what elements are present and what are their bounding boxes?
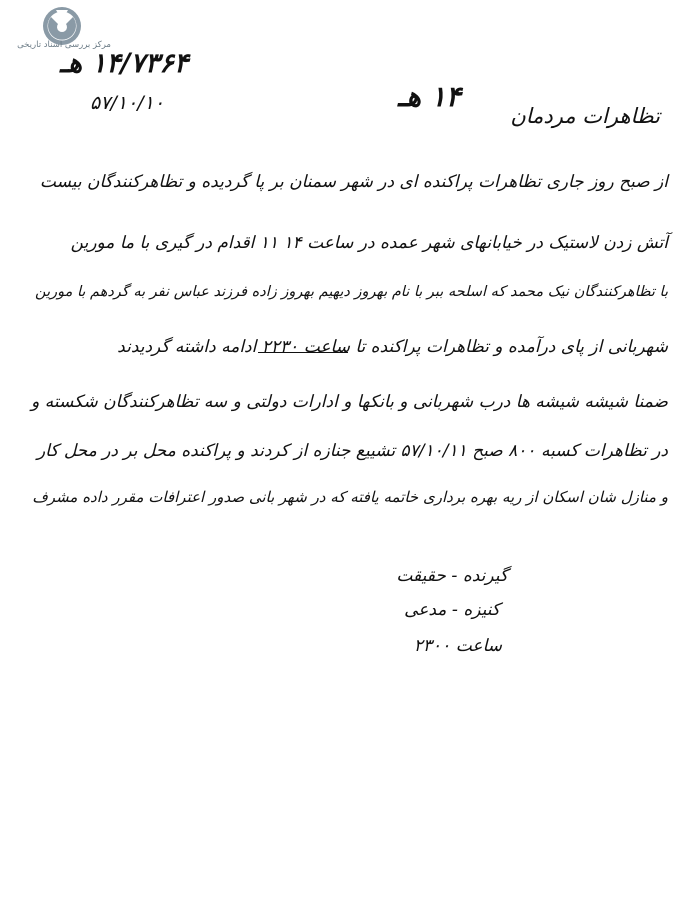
page-mark: ۱۴ هـ	[398, 80, 461, 113]
body-line: آتش زدن لاستیک در خیابانهای شهر عمده در ساعت ۱۴ ۱۱ اقدام در گیری با ما مورین	[70, 233, 668, 253]
signature-sender: کنیزه - مدعی	[404, 600, 500, 620]
signature-recipient: گیرنده - حقیقت	[396, 566, 508, 586]
body-line: از صبح روز جاری تظاهرات پراکنده ای در شهر سمنان بر پا گردیده و تظاهرکنندگان بیست	[39, 172, 668, 192]
date-underline	[258, 352, 348, 353]
logo-caption: مرکز بررسی اسناد تاریخی	[17, 40, 111, 50]
body-line: ضمنا شیشه شیشه ها درب شهربانی و بانکها و ادارات دولتی و سه تظاهرکنندگان شکسته و	[31, 392, 668, 412]
signature-time: ساعت ۲۳۰۰	[413, 636, 502, 656]
body-line: با تظاهرکنندگان نیک محمد که اسلحه ببر با نام بهروز دیهیم بهروز زاده فرزند عباس نفر به گردهم با مورین	[35, 284, 668, 300]
document-heading: تظاهرات مردمان	[510, 104, 660, 128]
reference-date: ۵۷/۱۰/۱۰	[90, 92, 165, 114]
body-line: در تظاهرات کسبه ۸۰۰ صبح ۵۷/۱۰/۱۱ تشییع جنازه از کردند و پراکنده محل بر در محل کار	[36, 441, 668, 461]
body-line: و منازل شان اسکان از ریه بهره برداری خاتمه یافته که در شهر بانی صدور اعترافات مقرر داده مشرف	[32, 488, 668, 506]
reference-number: ۱۴/۷۳۶۴ هـ	[60, 48, 189, 79]
body-line: شهربانی از پای درآمده و تظاهرات پراکنده تا ساعت ۲۲۳۰ ادامه داشته گردیدند	[117, 337, 668, 357]
